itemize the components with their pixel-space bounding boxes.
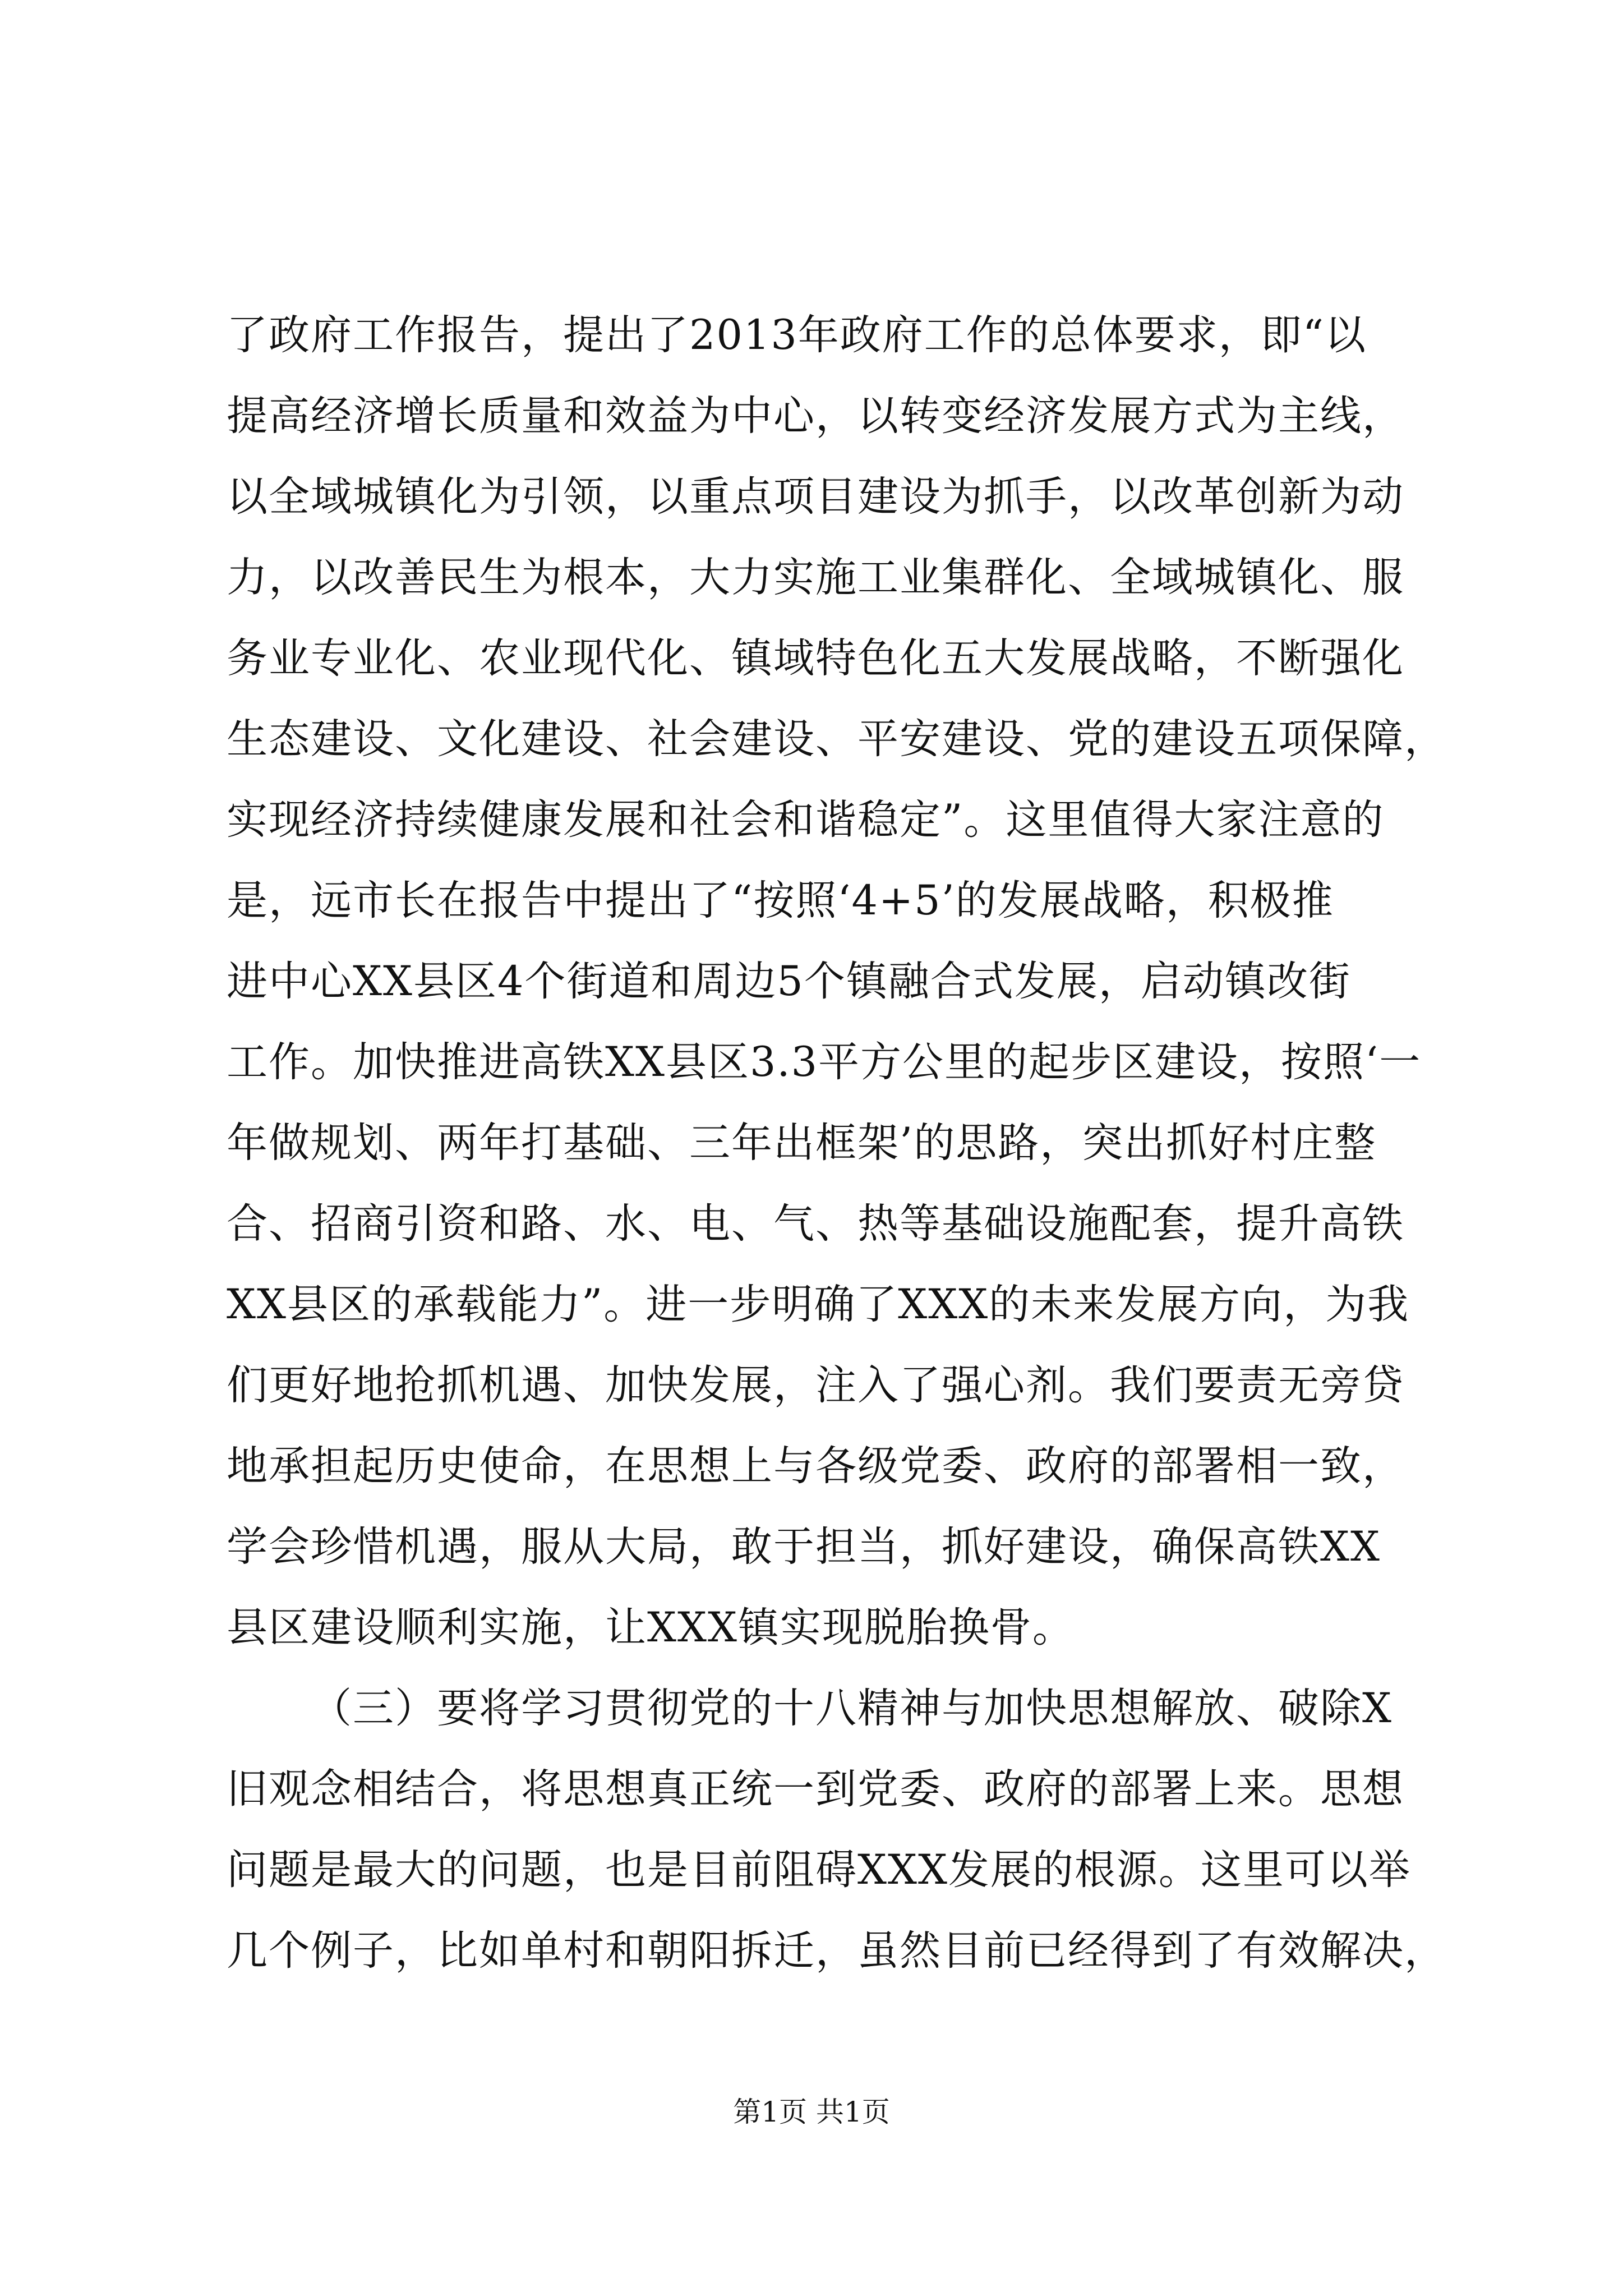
text-line: 提高经济增长质量和效益为中心，以转变经济发展方式为主线， <box>227 392 1404 440</box>
text-line: 生态建设、文化建设、社会建设、平安建设、党的建设五项保障， <box>227 715 1446 763</box>
text-line: 力，以改善民生为根本，大力实施工业集群化、全域城镇化、服 <box>227 554 1404 601</box>
text-line: 了政府工作报告，提出了2013年政府工作的总体要求，即“以 <box>227 311 1367 359</box>
paragraph-start-line: （三）要将学习贯彻党的十八精神与加快思想解放、破除X <box>311 1685 1393 1732</box>
text-line: 务业专业化、农业现代化、镇域特色化五大发展战略，不断强化 <box>227 634 1404 682</box>
text-line: 以全域城镇化为引领，以重点项目建设为抓手，以改革创新为动 <box>227 473 1404 521</box>
text-line: 问题是最大的问题，也是目前阻碍XXX发展的根源。这里可以举 <box>227 1846 1411 1894</box>
text-line: 地承担起历史使命，在思想上与各级党委、政府的部署相一致， <box>227 1442 1404 1490</box>
text-line: 工作。加快推进高铁XX县区3.3平方公里的起步区建设，按照‘一 <box>227 1038 1422 1086</box>
text-line: 学会珍惜机遇，服从大局，敢于担当，抓好建设，确保高铁XX <box>227 1523 1381 1571</box>
text-line: 合、招商引资和路、水、电、气、热等基础设施配套，提升高铁 <box>227 1200 1404 1248</box>
text-line: 是，远市长在报告中提出了“按照‘4+5’的发展战略，积极推 <box>227 877 1334 924</box>
text-line: 实现经济持续健康发展和社会和谐稳定”。这里值得大家注意的 <box>227 796 1385 844</box>
text-line: XX县区的承载能力”。进一步明确了XXX的未来发展方向，为我 <box>227 1281 1410 1328</box>
text-line: 几个例子，比如单村和朝阳拆迁，虽然目前已经得到了有效解决， <box>227 1927 1446 1975</box>
text-line: 县区建设顺利实施，让XXX镇实现脱胎换骨。 <box>227 1604 1075 1651</box>
text-line: 进中心XX县区4个街道和周边5个镇融合式发展，启动镇改街 <box>227 958 1351 1005</box>
text-line: 年做规划、两年打基础、三年出框架’的思路，突出抓好村庄整 <box>227 1119 1377 1167</box>
text-line: 旧观念相结合，将思想真正统一到党委、政府的部署上来。思想 <box>227 1765 1404 1813</box>
page-footer: 第1页 共1页 <box>733 2096 890 2128</box>
text-line: 们更好地抢抓机遇、加快发展，注入了强心剂。我们要责无旁贷 <box>227 1361 1404 1409</box>
